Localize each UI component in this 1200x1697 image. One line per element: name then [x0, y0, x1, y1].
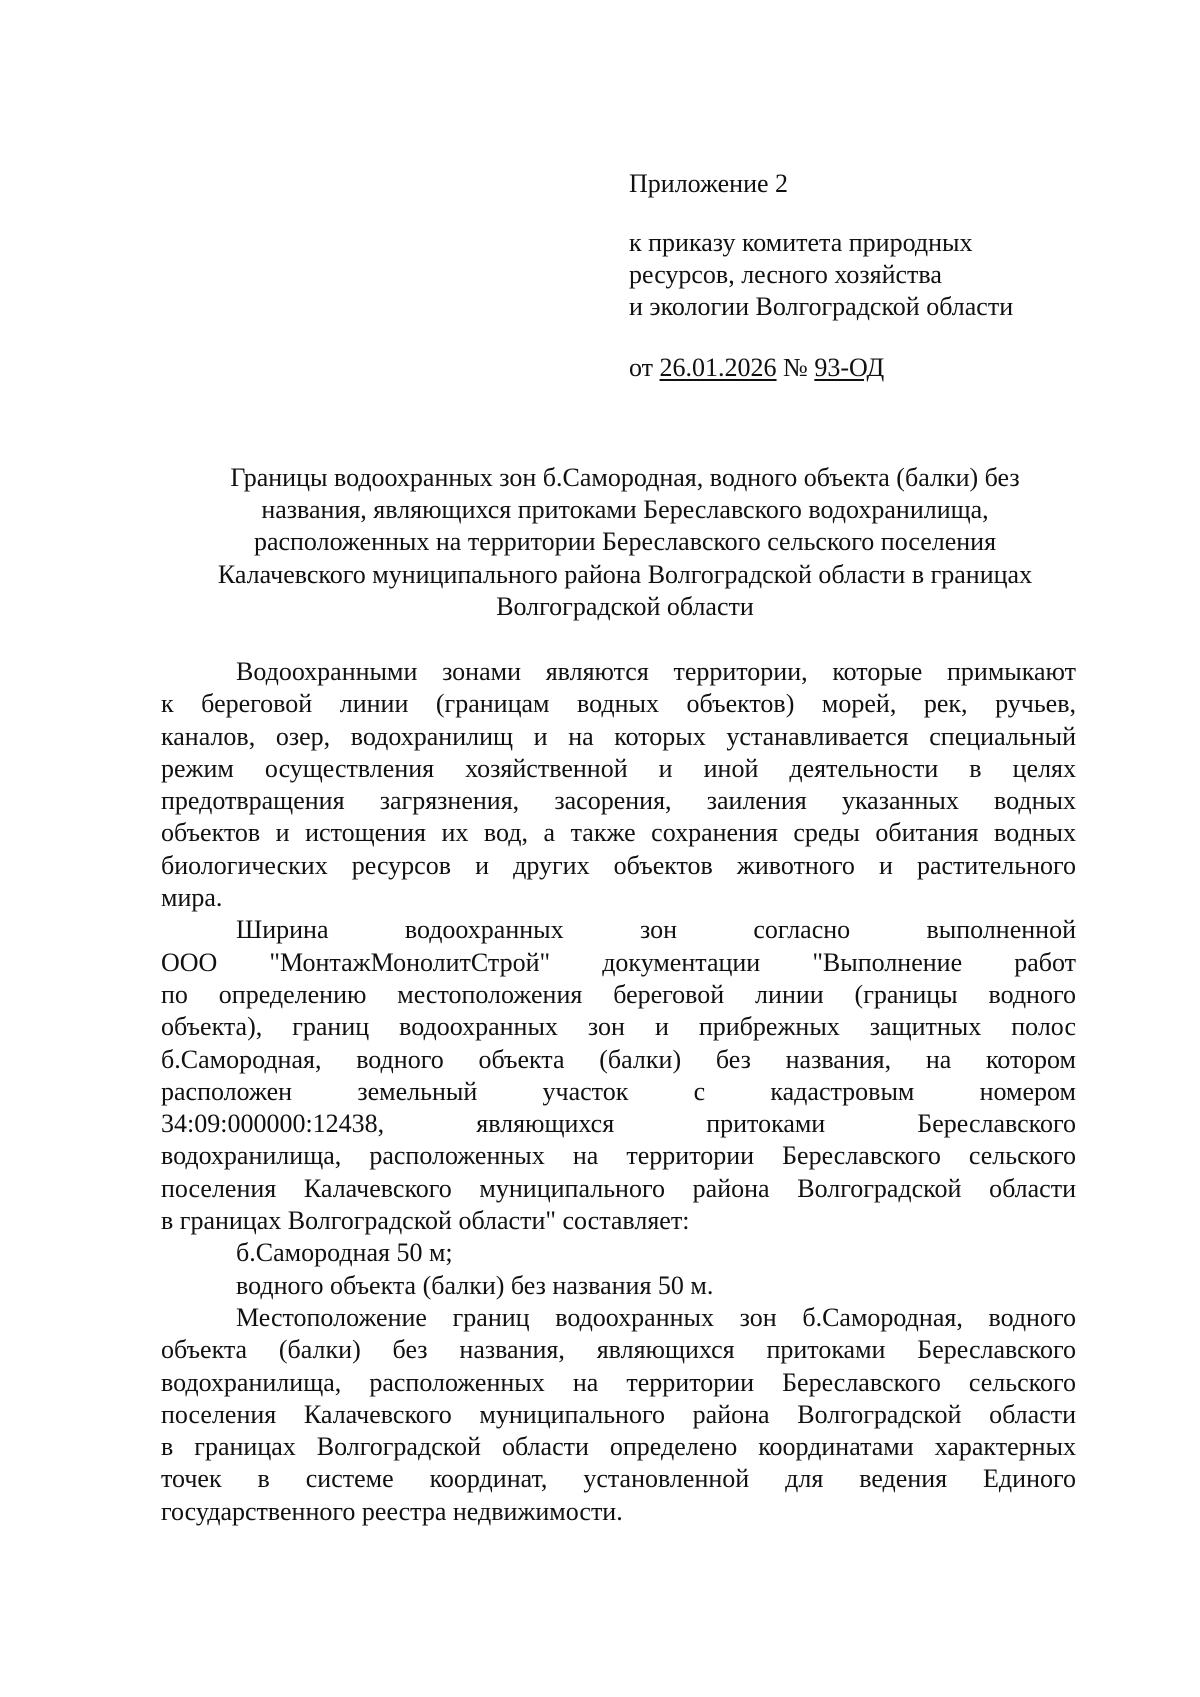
paragraph-line: объекта), границ водоохранных зон и прибрежных защитных полос: [161, 1012, 1076, 1042]
paragraph-line: водохранилища, расположенных на территории Береславского сельского: [161, 1367, 1076, 1397]
paragraph-line: в границах Волгоградской области определено координатами характерных: [161, 1432, 1076, 1462]
paragraph-line: по определению местоположения береговой линии (границы водного: [161, 979, 1076, 1009]
number-sign: №: [783, 353, 808, 382]
title-line: Границы водоохранных зон б.Самородная, водного объекта (балки) без: [230, 463, 1020, 492]
paragraph-line: объектов и истощения их вод, а также сохранения среды обитания водных: [161, 818, 1076, 848]
paragraph-line: государственного реестра недвижимости.: [161, 1496, 623, 1526]
order-number: 93-ОД: [814, 353, 885, 382]
paragraph-line: Водоохранными зонами являются территории, которые примыкают: [236, 657, 1076, 686]
paragraph-line: режим осуществления хозяйственной и иной деятельности в целях: [161, 753, 1076, 783]
order-date-line: [629, 352, 1109, 384]
paragraph-line: 34:09:000000:12438, являющихся притоками Береславского: [161, 1109, 1076, 1139]
paragraph-line: Местоположение границ водоохранных зон б.Самородная, водного: [236, 1302, 1076, 1332]
paragraph-line: точек в системе координат, установленной для ведения Единого: [161, 1464, 1076, 1494]
paragraph-line: к береговой линии (границам водных объектов) морей, рек, ручьев,: [161, 689, 1076, 719]
appendix-title: Приложение 2: [629, 169, 789, 198]
document-body: [161, 656, 1076, 1528]
paragraph-line: биологических ресурсов и других объектов животного и растительного: [161, 850, 1076, 880]
paragraph-line: расположен земельный участок с кадастровым номером: [161, 1076, 1076, 1106]
title-line: Волгоградской области: [496, 591, 754, 621]
appendix-order-line: ресурсов, лесного хозяйства: [629, 260, 942, 289]
paragraph-line: ООО "МонтажМонолитСтрой" документации "Выполнение работ: [161, 947, 1076, 977]
paragraph-line: поселения Калачевского муниципального района Волгоградской области: [161, 1399, 1076, 1429]
paragraph-line: поселения Калачевского муниципального района Волгоградской области: [161, 1173, 1076, 1203]
title-line: Калачевского муниципального района Волгоградской области в границах: [217, 559, 1033, 589]
paragraph-line: предотвращения загрязнения, засорения, заиления указанных водных: [161, 786, 1076, 816]
paragraph-line: объекта (балки) без названия, являющихся притоками Береславского: [161, 1335, 1076, 1365]
paragraph-line: водного объекта (балки) без названия 50 м.: [236, 1270, 714, 1300]
order-date: 26.01.2026: [659, 353, 777, 382]
appendix-header: [629, 168, 1109, 384]
paragraph-line: в границах Волгоградской области" составляет:: [161, 1206, 690, 1236]
paragraph-line: водохранилища, расположенных на территории Береславского сельского: [161, 1141, 1076, 1171]
paragraph-line: каналов, озер, водохранилищ и на которых устанавливается специальный: [161, 721, 1076, 751]
paragraph-line: мира.: [161, 883, 223, 913]
document-title: [160, 462, 1090, 623]
paragraph-line: Ширина водоохранных зон согласно выполненной: [236, 915, 1076, 945]
appendix-order-line: к приказу комитета природных: [629, 228, 973, 257]
paragraph-line: б.Самородная 50 м;: [236, 1238, 453, 1268]
date-prefix: от: [629, 353, 654, 382]
title-line: названия, являющихся притоками Береславского водохранилища,: [261, 495, 989, 525]
title-line: расположенных на территории Береславского сельского поселения: [253, 527, 997, 557]
paragraph-line: б.Самородная, водного объекта (балки) без названия, на котором: [161, 1044, 1076, 1074]
appendix-order-line: и экологии Волгоградской области: [629, 292, 1014, 321]
